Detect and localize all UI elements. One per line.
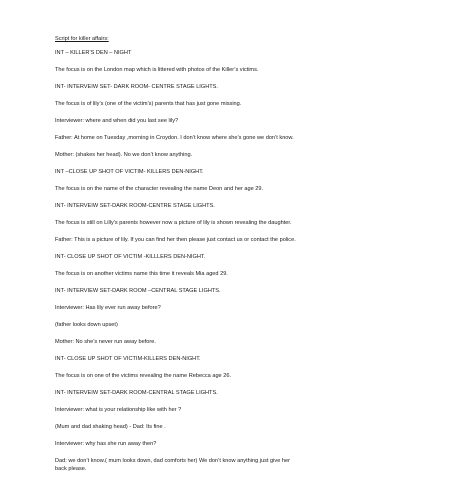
script-line: INT- INTERVEIW SET-DARK ROOM-CENTRE STAGE LIGHTS. [55, 203, 215, 210]
script-line: INT –CLOSE UP SHOT OF VICTIM- KILLERS DEN-NIGHT. [55, 169, 204, 176]
script-line-final-part-2: back please. [55, 465, 87, 472]
script-line: (father looks down upset) [55, 322, 118, 329]
script-line: The focus is still on Lilly’s parents however now a picture of lily is shown revealing the daughter. [55, 220, 292, 227]
script-line: Interviewer: where and when did you last see lily? [55, 118, 179, 125]
script-line: INT- CLOSE UP SHOT OF VICTIM -KILLLERS DEN-NIGHT. [55, 254, 206, 261]
script-line-final-part-1: Dad: we don’t know.( mum looks down, dad comforts her) We don’t know anything just give her [55, 458, 290, 465]
script-line: The focus is on the London map which is littered with photos of the Killer’s victims. [55, 67, 259, 74]
script-line: INT – KILLER’S DEN – NIGHT [55, 50, 132, 57]
script-line: Interviewer: why has she run away then? [55, 441, 157, 448]
script-line: (Mum and dad shaking head) - Dad: Its fine . [55, 424, 166, 431]
script-line: Interviewer: what is your relationship like with her ? [55, 407, 182, 414]
script-line: The focus is on the name of the character revealing the name Deon and her age 29. [55, 186, 264, 193]
script-line: Interviewer: Has lily ever run away before? [55, 305, 161, 312]
script-line: Mother: No she’s never run away before. [55, 339, 156, 346]
script-line: The focus is on one of the victims revealing the name Rebecca age 26. [55, 373, 231, 380]
script-line: INT- INTERVIEW SET-DARK ROOM –CENTRAL STAGE LIGHTS. [55, 288, 221, 295]
script-lines [55, 50, 430, 448]
script-line: Father: At home on Tuesday ,morning in Croydon. I don’t know where she’s gone we don’t know. [55, 135, 294, 142]
script-line: INT- INTERVEIW SET-DARK ROOM-CENTRAL STAGE LIGHTS. [55, 390, 218, 397]
script-line: Father: This is a picture of lily. If you can find her then please just contact us or contact the police. [55, 237, 296, 244]
script-line: INT- CLOSE UP SHOT OF VICTIM-KILLERS DEN-NIGHT. [55, 356, 201, 363]
script-document [55, 36, 430, 483]
script-line: INT- INTERVEIW SET- DARK ROOM- CENTRE STAGE LIGHTS. [55, 84, 218, 91]
script-line: Mother: (shakes her head). No we don’t know anything. [55, 152, 193, 159]
script-title: Script for killer affairs: [55, 36, 109, 42]
script-line: The focus is on another victims name this time it reveals Mia aged 29. [55, 271, 228, 278]
script-line: The focus is of lily’s (one of the victim’s) parents that has just gone missing. [55, 101, 242, 108]
